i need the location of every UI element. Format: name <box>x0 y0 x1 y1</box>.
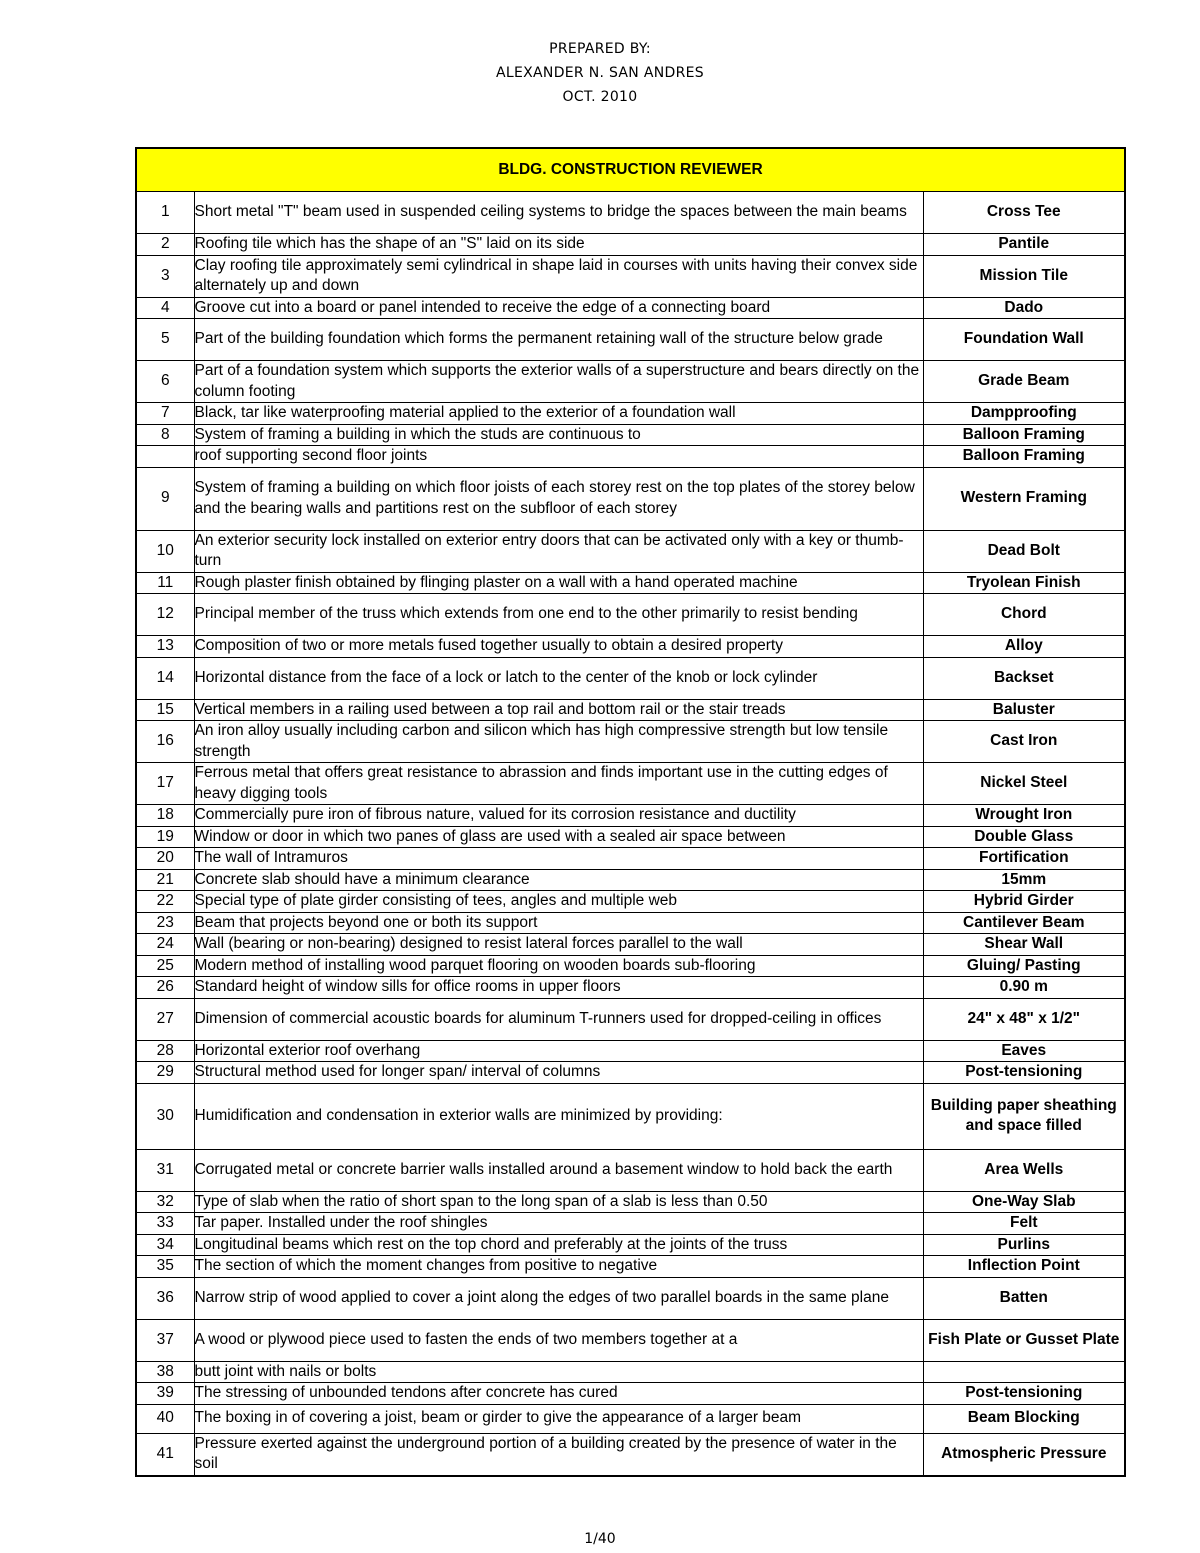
row-answer: Chord <box>923 594 1125 636</box>
row-answer: Cross Tee <box>923 192 1125 234</box>
row-answer: Baluster <box>923 699 1125 721</box>
row-answer: Dampproofing <box>923 403 1125 425</box>
row-answer: Area Wells <box>923 1149 1125 1191</box>
table-row <box>136 572 1125 594</box>
row-answer: Tryolean Finish <box>923 572 1125 594</box>
table-row <box>136 319 1125 361</box>
table-row <box>136 1361 1125 1383</box>
row-description: Rough plaster finish obtained by flinging plaster on a wall with a hand operated machine <box>194 572 923 594</box>
row-answer: Post-tensioning <box>923 1062 1125 1084</box>
row-description: System of framing a building in which the studs are continuous to <box>194 424 923 446</box>
row-answer: Western Framing <box>923 467 1125 530</box>
row-description: Window or door in which two panes of glass are used with a sealed air space between <box>194 826 923 848</box>
row-number: 41 <box>136 1433 194 1476</box>
row-description: Principal member of the truss which extends from one end to the other primarily to resist bending <box>194 594 923 636</box>
row-number: 23 <box>136 912 194 934</box>
row-number: 12 <box>136 594 194 636</box>
row-number: 19 <box>136 826 194 848</box>
row-description: The section of which the moment changes from positive to negative <box>194 1256 923 1278</box>
row-answer: Hybrid Girder <box>923 891 1125 913</box>
row-answer: 24" x 48" x 1/2" <box>923 998 1125 1040</box>
row-answer: Mission Tile <box>923 255 1125 297</box>
row-description: An exterior security lock installed on exterior entry doors that can be activated only with a key or thumb-turn <box>194 530 923 572</box>
row-number: 31 <box>136 1149 194 1191</box>
row-number: 24 <box>136 934 194 956</box>
row-number: 40 <box>136 1404 194 1433</box>
table-row <box>136 361 1125 403</box>
row-description: butt joint with nails or bolts <box>194 1361 923 1383</box>
row-description: Clay roofing tile approximately semi cylindrical in shape laid in courses with units having their convex side alternately up and down <box>194 255 923 297</box>
row-number: 5 <box>136 319 194 361</box>
prepared-by-label: PREPARED BY: <box>549 41 651 57</box>
row-description: A wood or plywood piece used to fasten the ends of two members together at a <box>194 1319 923 1361</box>
row-answer: Fortification <box>923 848 1125 870</box>
row-description: The stressing of unbounded tendons after concrete has cured <box>194 1383 923 1405</box>
row-answer: Cantilever Beam <box>923 912 1125 934</box>
reviewer-table <box>135 147 1126 1477</box>
row-description: System of framing a building on which floor joists of each storey rest on the top plates of the storey below and the bearing walls and partitions rest on the subfloor of each storey <box>194 467 923 530</box>
table-row <box>136 1433 1125 1476</box>
row-number: 26 <box>136 977 194 999</box>
row-description: Special type of plate girder consisting of tees, angles and multiple web <box>194 891 923 913</box>
table-row <box>136 1191 1125 1213</box>
row-description: Structural method used for longer span/ interval of columns <box>194 1062 923 1084</box>
row-number: 2 <box>136 234 194 256</box>
row-number: 27 <box>136 998 194 1040</box>
table-row <box>136 699 1125 721</box>
table-title: BLDG. CONSTRUCTION REVIEWER <box>136 148 1125 192</box>
table-row <box>136 594 1125 636</box>
row-answer: Gluing/ Pasting <box>923 955 1125 977</box>
table-row <box>136 1404 1125 1433</box>
table-row <box>136 192 1125 234</box>
row-answer: Dead Bolt <box>923 530 1125 572</box>
row-answer: Eaves <box>923 1040 1125 1062</box>
row-answer: Purlins <box>923 1234 1125 1256</box>
row-number: 6 <box>136 361 194 403</box>
reviewer-table-body <box>136 148 1125 1476</box>
row-number: 1 <box>136 192 194 234</box>
table-row <box>136 1277 1125 1319</box>
row-number: 16 <box>136 721 194 763</box>
row-description: Ferrous metal that offers great resistance to abrassion and finds important use in the cutting edges of heavy digging tools <box>194 763 923 805</box>
table-row <box>136 636 1125 658</box>
row-number: 20 <box>136 848 194 870</box>
row-answer: Wrought Iron <box>923 805 1125 827</box>
author-name: ALEXANDER N. SAN ANDRES <box>496 65 704 81</box>
row-description: Modern method of installing wood parquet flooring on wooden boards sub-flooring <box>194 955 923 977</box>
row-description: An iron alloy usually including carbon and silicon which has high compressive strength but low tensile strength <box>194 721 923 763</box>
row-description: Wall (bearing or non-bearing) designed to resist lateral forces parallel to the wall <box>194 934 923 956</box>
row-number: 38 <box>136 1361 194 1383</box>
row-number: 9 <box>136 467 194 530</box>
table-row <box>136 1383 1125 1405</box>
row-description: Tar paper. Installed under the roof shingles <box>194 1213 923 1235</box>
row-answer: Fish Plate or Gusset Plate <box>923 1319 1125 1361</box>
row-answer: Nickel Steel <box>923 763 1125 805</box>
row-answer: Felt <box>923 1213 1125 1235</box>
row-description: Humidification and condensation in exterior walls are minimized by providing: <box>194 1083 923 1149</box>
table-row <box>136 1062 1125 1084</box>
table-row <box>136 1319 1125 1361</box>
row-number: 8 <box>136 424 194 446</box>
table-row <box>136 657 1125 699</box>
row-description: Concrete slab should have a minimum clearance <box>194 869 923 891</box>
table-row <box>136 826 1125 848</box>
table-row <box>136 805 1125 827</box>
row-description: Longitudinal beams which rest on the top chord and preferably at the joints of the truss <box>194 1234 923 1256</box>
row-number: 36 <box>136 1277 194 1319</box>
row-number: 18 <box>136 805 194 827</box>
row-number: 15 <box>136 699 194 721</box>
row-answer: Beam Blocking <box>923 1404 1125 1433</box>
table-row <box>136 1213 1125 1235</box>
row-number: 35 <box>136 1256 194 1278</box>
page-number: 1/40 <box>584 1531 616 1547</box>
row-description: Vertical members in a railing used between a top rail and bottom rail or the stair treads <box>194 699 923 721</box>
row-answer: Balloon Framing <box>923 446 1125 468</box>
row-number: 4 <box>136 297 194 319</box>
document-date: OCT. 2010 <box>562 89 638 105</box>
row-answer: Balloon Framing <box>923 424 1125 446</box>
row-description: Corrugated metal or concrete barrier walls installed around a basement window to hold back the earth <box>194 1149 923 1191</box>
table-row <box>136 763 1125 805</box>
row-description: Part of the building foundation which forms the permanent retaining wall of the structure below grade <box>194 319 923 361</box>
row-number: 21 <box>136 869 194 891</box>
row-answer: Pantile <box>923 234 1125 256</box>
row-number: 28 <box>136 1040 194 1062</box>
row-answer: 15mm <box>923 869 1125 891</box>
row-number: 14 <box>136 657 194 699</box>
table-row <box>136 255 1125 297</box>
row-answer: Atmospheric Pressure <box>923 1433 1125 1476</box>
row-answer <box>923 1361 1125 1383</box>
row-number: 3 <box>136 255 194 297</box>
table-row <box>136 297 1125 319</box>
table-row <box>136 721 1125 763</box>
row-answer: Double Glass <box>923 826 1125 848</box>
row-answer: One-Way Slab <box>923 1191 1125 1213</box>
row-answer: Building paper sheathing and space filled <box>923 1083 1125 1149</box>
row-answer: Batten <box>923 1277 1125 1319</box>
table-row <box>136 234 1125 256</box>
row-answer: Inflection Point <box>923 1256 1125 1278</box>
row-answer: 0.90 m <box>923 977 1125 999</box>
row-description: Short metal "T" beam used in suspended ceiling systems to bridge the spaces between the main beams <box>194 192 923 234</box>
row-number: 22 <box>136 891 194 913</box>
table-row <box>136 530 1125 572</box>
row-number: 25 <box>136 955 194 977</box>
row-description: The boxing in of covering a joist, beam or girder to give the appearance of a larger beam <box>194 1404 923 1433</box>
row-description: Composition of two or more metals fused together usually to obtain a desired property <box>194 636 923 658</box>
table-title-row <box>136 148 1125 192</box>
row-description: Pressure exerted against the underground portion of a building created by the presence of water in the soil <box>194 1433 923 1476</box>
table-row <box>136 1234 1125 1256</box>
row-answer: Alloy <box>923 636 1125 658</box>
table-row <box>136 1149 1125 1191</box>
row-number: 32 <box>136 1191 194 1213</box>
row-answer: Shear Wall <box>923 934 1125 956</box>
row-number: 34 <box>136 1234 194 1256</box>
row-number: 7 <box>136 403 194 425</box>
row-description: The wall of Intramuros <box>194 848 923 870</box>
row-number: 37 <box>136 1319 194 1361</box>
table-row <box>136 403 1125 425</box>
row-number: 30 <box>136 1083 194 1149</box>
row-number <box>136 446 194 468</box>
row-description: Horizontal distance from the face of a lock or latch to the center of the knob or lock cylinder <box>194 657 923 699</box>
row-description: Roofing tile which has the shape of an "S" laid on its side <box>194 234 923 256</box>
row-answer: Post-tensioning <box>923 1383 1125 1405</box>
table-row <box>136 891 1125 913</box>
row-number: 33 <box>136 1213 194 1235</box>
table-row <box>136 955 1125 977</box>
table-row <box>136 869 1125 891</box>
table-row <box>136 998 1125 1040</box>
row-description: Horizontal exterior roof overhang <box>194 1040 923 1062</box>
row-answer: Cast Iron <box>923 721 1125 763</box>
row-description: Groove cut into a board or panel intended to receive the edge of a connecting board <box>194 297 923 319</box>
table-row <box>136 977 1125 999</box>
row-number: 17 <box>136 763 194 805</box>
table-row <box>136 424 1125 446</box>
row-description: Beam that projects beyond one or both its support <box>194 912 923 934</box>
table-row <box>136 1083 1125 1149</box>
table-row <box>136 446 1125 468</box>
table-row <box>136 848 1125 870</box>
row-description: Dimension of commercial acoustic boards for aluminum T-runners used for dropped-ceiling in offices <box>194 998 923 1040</box>
row-number: 29 <box>136 1062 194 1084</box>
row-description: Standard height of window sills for office rooms in upper floors <box>194 977 923 999</box>
row-answer: Dado <box>923 297 1125 319</box>
row-answer: Foundation Wall <box>923 319 1125 361</box>
table-row <box>136 934 1125 956</box>
table-row <box>136 1040 1125 1062</box>
row-answer: Grade Beam <box>923 361 1125 403</box>
table-row <box>136 1256 1125 1278</box>
row-number: 10 <box>136 530 194 572</box>
row-answer: Backset <box>923 657 1125 699</box>
row-number: 39 <box>136 1383 194 1405</box>
row-number: 13 <box>136 636 194 658</box>
table-row <box>136 467 1125 530</box>
row-description: Part of a foundation system which supports the exterior walls of a superstructure and bears directly on the column footing <box>194 361 923 403</box>
row-description: Narrow strip of wood applied to cover a joint along the edges of two parallel boards in the same plane <box>194 1277 923 1319</box>
row-description: Commercially pure iron of fibrous nature, valued for its corrosion resistance and ductility <box>194 805 923 827</box>
row-description: roof supporting second floor joints <box>194 446 923 468</box>
row-description: Type of slab when the ratio of short span to the long span of a slab is less than 0.50 <box>194 1191 923 1213</box>
row-number: 11 <box>136 572 194 594</box>
row-description: Black, tar like waterproofing material applied to the exterior of a foundation wall <box>194 403 923 425</box>
table-row <box>136 912 1125 934</box>
